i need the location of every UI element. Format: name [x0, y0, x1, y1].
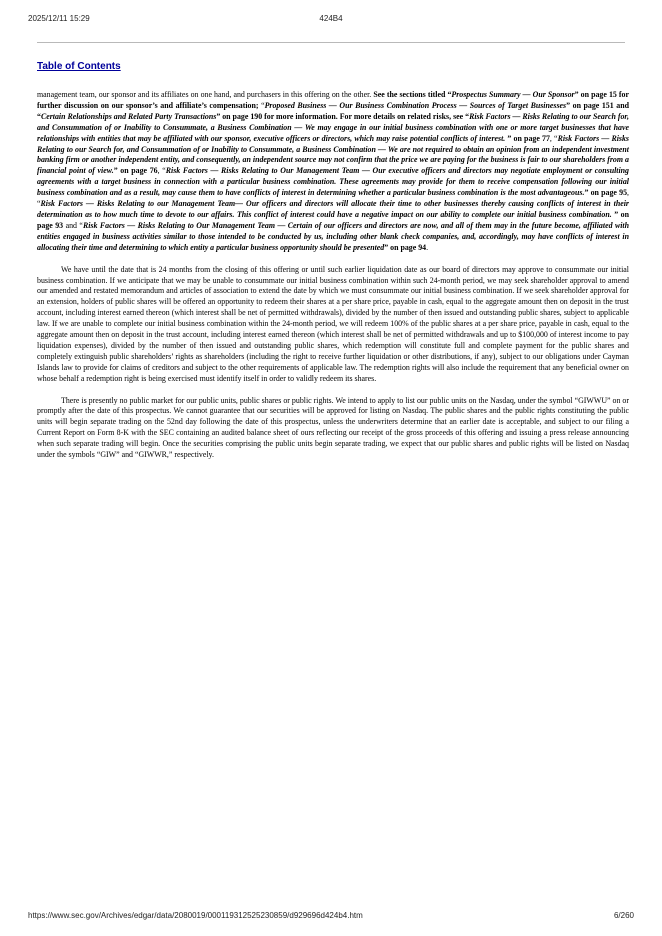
paragraph-business-combination-deadline: We have until the date that is 24 months from the closing of this offering or until such earlier liquidation date as our board of directors may approve to consummate our initial business combination. If we anticipate that we may be unable to consummate our initial business combination within such 24-month period, we may seek shareholder approval to amend our amended and restated memorandum and articles of association to extend the date by which we must consummate our initial business combination. If we seek shareholder approval for an extension, holders of public shares will be offered an opportunity to redeem their shares at a per share price, payable in cash, equal to the aggregate amount then on deposit in the trust account, including interest earned thereon (which interest shall be net of permitted withdrawals), divided by the number of then issued and outstanding public shares, subject to applicable law. If we are unable to complete our initial business combination within the 24-month period, we will redeem 100% of the public shares at a per share price, payable in cash, equal to the aggregate amount then on deposit in the trust account, including interest earned thereon (which interest shall be net of permitted withdrawals and up to $100,000 of interest income to pay liquidation expenses), divided by the number of then issued and outstanding public shares, which redemption will constitute full and complete payment for the public shares and completely extinguish public shareholders’ rights as shareholders (including the right to receive further liquidation or other distributions, if any), subject to our obligations under Cayman Islands law to provide for claims of creditors and subject to the other requirements of applicable law. The redemption rights will also include the requirement that any beneficial owner on whose behalf a redemption right is being exercised must identify itself in order to validly redeem its shares.: [37, 264, 629, 383]
paragraph-conflicts-of-interest: [37, 90, 629, 254]
paragraph-public-market: There is presently no public market for our public units, public shares or public rights. We intend to apply to list our public units on the Nasdaq, under the symbol “GIWWU” on or promptly after the date of this prospectus. We cannot guarantee that our securities will be approved for listing on Nasdaq. The public shares and the public rights constituting the public units will begin separate trading on the 52nd day following the date of this prospectus, unless the underwriters determine that an earlier date is acceptable, and subject to our filing a Current Report on Form 8-K with the SEC containing an audited balance sheet of ours reflecting our receipt of the gross proceeds of this offering and issuing a press release announcing when such separate trading will begin. Once the securities comprising the public units begin separate trading, we expect that our public shares and public rights will be listed on Nasdaq under the symbols “GIW” and “GIWWR,” respectively.: [37, 395, 629, 460]
text-run: , “: [549, 133, 558, 143]
text-run: Risk Factors — Risks Relating to our Search for, and Consummation of or Inability to Consummate, a Business Combination — We are not required to obtain an opinion from an independent investment banking firm or another independent entity, and consequently, an independent source may not confirm that the price we are paying for the business is fair to our shareholders from a financial point of view.: [37, 133, 629, 176]
text-run: ” on page 94: [384, 242, 427, 252]
text-run: , “: [37, 188, 630, 209]
text-run: Risk Factors — Risks Relating to Our Management Team — Certain of our officers and directors are now, and all of them may in the future become, affiliated with entities engaged in business activities similar to those intended to be conducted by us, including other blank check companies, and, accordingly, may have conflicts of interest in allocating their time and determining to which entity a particular business opportunity should be presented: [37, 220, 629, 252]
text-run: See the sections titled “: [373, 90, 452, 99]
text-run: management team, our sponsor and its affiliates on one hand, and purchasers in this offering on the other.: [37, 90, 374, 99]
text-run: Certain Relationships and Related Party Transactions: [40, 111, 217, 121]
text-run: and “: [63, 220, 83, 230]
document-body: [37, 90, 629, 472]
print-doc-title: 424B4: [319, 14, 343, 23]
page-url: https://www.sec.gov/Archives/edgar/data/2080019/000119312525230859/d929696d424b4.htm: [28, 911, 363, 920]
table-of-contents-link[interactable]: Table of Contents: [37, 61, 121, 72]
text-run: ” on page 190 for more information. For more details on related risks, see “: [216, 111, 470, 121]
text-run: Risk Factors — Risks Relating to our Search for, and Consummation of or Inability to Consummate, a Business Combination — We may engage in our initial business combination with one or more target businesses that have relationships with entities that may be affiliated with our sponsor, executive officers or directors, which may raise potential conflicts of interest.: [37, 111, 629, 143]
print-footer: [28, 911, 634, 923]
text-run: ” on page 95: [584, 188, 628, 198]
text-run: “: [261, 100, 265, 110]
page-number: 6/260: [613, 911, 634, 920]
text-run: Risk Factors — Risks Relating to our Management Team— Our officers and directors will allocate their time to other businesses thereby causing conflicts of interest in their determination as to how much time to devote to our affairs. This conflict of interest could have a negative impact on our ability to complete our initial business combination.: [37, 199, 629, 219]
text-run: ” on page 15 for further discussion on our sponsor’s and affiliate’s compensation;: [37, 90, 629, 110]
header-divider: [37, 42, 625, 43]
text-run: ” on page 77: [505, 133, 550, 143]
text-run: ” on page 151 and “: [37, 100, 629, 121]
text-run: Prospectus Summary — Our Sponsor: [451, 90, 575, 99]
text-run: Risk Factors — Risks Relating to Our Management Team — Our executive officers and directors may negotiate employment or consulting agreements with a target business in connection with a particular business combination. These agreements may provide for them to receive compensation following our initial business combination and as a result, may cause them to have conflicts of interest in determining whether a particular business combination is the most advantageous.: [37, 166, 630, 198]
text-run: ” on page 76: [113, 166, 158, 176]
text-run: , “: [157, 166, 166, 176]
print-timestamp: 2025/12/11 15:29: [28, 14, 90, 23]
text-run: .: [426, 242, 429, 252]
text-run: Proposed Business — Our Business Combination Process — Sources of Target Businesses: [264, 100, 567, 110]
print-header: [28, 14, 634, 26]
text-run: ” on page 93: [37, 209, 629, 230]
